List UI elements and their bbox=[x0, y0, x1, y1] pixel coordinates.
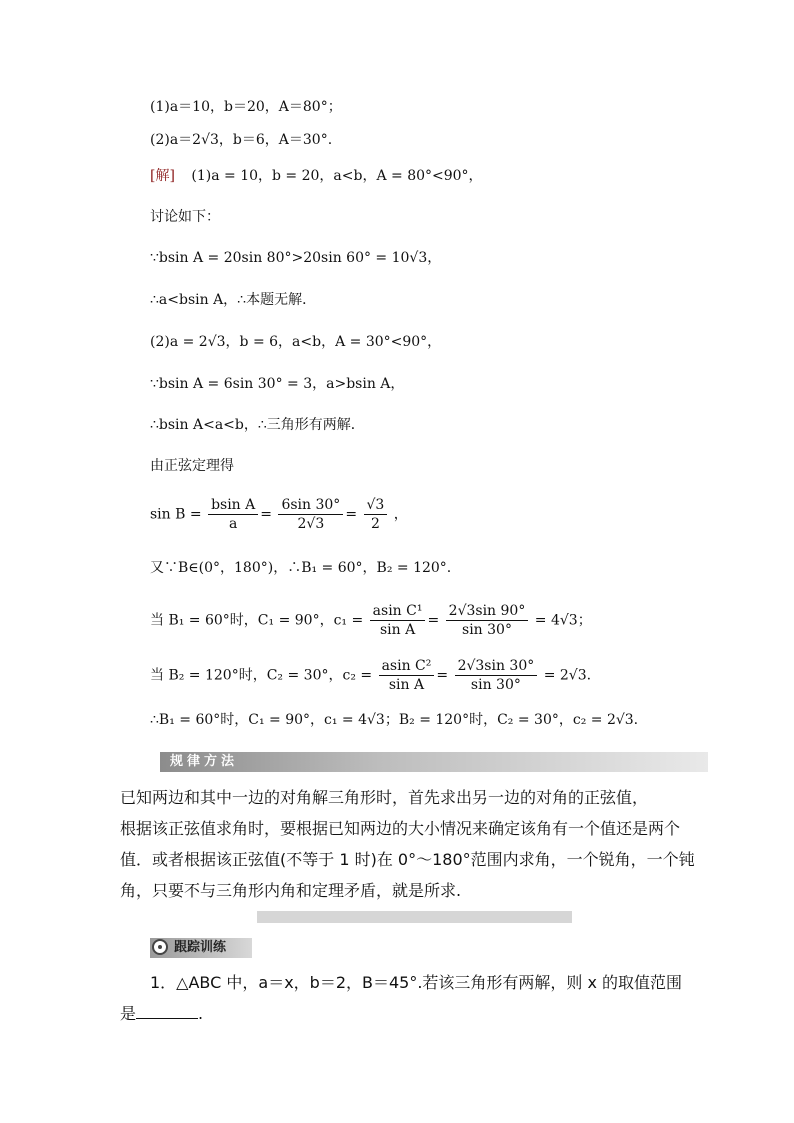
case-2-fraction-1 bbox=[379, 657, 435, 694]
practice-line: 1．△ABC 中，a＝x，b＝2，B＝45°.若该三角形有两解，则 x 的取值范围 bbox=[150, 973, 683, 992]
fraction-denominator: sin 30° bbox=[462, 622, 512, 638]
sinb-fraction-2 bbox=[278, 496, 343, 533]
solution-line-1 bbox=[150, 166, 483, 186]
solution-line-6: ∵bsin A = 6sin 30° = 3，a>bsin A， bbox=[150, 376, 405, 392]
practice-line-end: . bbox=[198, 1004, 204, 1023]
method-line: 值．或者根据该正弦值(不等于 1 时)在 0°～180°范围内求角，一个锐角，一个钝 bbox=[120, 850, 695, 869]
fraction-numerator: asin C¹ bbox=[370, 602, 426, 621]
solution-line-4: ∴a<bsin A，∴本题无解． bbox=[150, 292, 317, 308]
case-2-formula: 当 B₂ = 120°时，C₂ = 30°，c₂ = $\frac{\text{asin C²}}{\text{sin A}}$ = $\frac{2√3\sin 30^\circ}{\sin 30^\circ}$ = 2√3. bbox=[150, 658, 592, 693]
method-paragraph bbox=[120, 782, 695, 906]
method-line: 根据该正弦值求角时，要根据已知两边的大小情况来确定该角有一个值还是两个 bbox=[120, 819, 681, 838]
method-line: 已知两边和其中一边的对角解三角形时，首先求出另一边的对角的正弦值， bbox=[120, 788, 649, 807]
practice-line-start: 是 bbox=[120, 1004, 137, 1023]
sinb-fraction-1 bbox=[208, 496, 258, 533]
fraction-denominator: sin A bbox=[379, 622, 416, 638]
sinb-lhs: sin B = bbox=[150, 506, 202, 523]
sinb-tail: ， bbox=[393, 506, 408, 523]
case-1-post: = 4√3； bbox=[534, 612, 592, 629]
fraction-numerator: 2√3sin 30° bbox=[455, 657, 538, 676]
method-title: 规律方法 bbox=[170, 754, 239, 769]
solution-tag: [解] bbox=[150, 168, 175, 184]
answer-blank[interactable] bbox=[136, 1002, 198, 1019]
fraction-numerator: asin C² bbox=[379, 657, 435, 676]
solution-line-2: 讨论如下： bbox=[150, 209, 220, 225]
case-1-fraction-2 bbox=[446, 602, 529, 639]
fraction-denominator: sin 30° bbox=[470, 677, 521, 693]
section-divider bbox=[257, 911, 572, 923]
case-1-fraction-1 bbox=[370, 602, 426, 639]
practice-line-2 bbox=[120, 998, 676, 1029]
case-2-fraction-2 bbox=[455, 657, 538, 694]
fraction-numerator: bsin A bbox=[208, 496, 258, 515]
sinb-formula: sin B = $\frac{\text{bsin A}}{a}$ = $\frac{6\sin 30^\circ}{2√3}$ = $\frac{√3}{2}$ ， bbox=[150, 497, 408, 532]
practice-question bbox=[120, 967, 683, 1029]
fraction-numerator: 6sin 30° bbox=[278, 496, 343, 515]
problem-part-1: (1)a＝10，b＝20，A＝80°； bbox=[150, 99, 342, 115]
fraction-denominator: 2√3 bbox=[297, 516, 325, 532]
fraction-numerator: 2√3sin 90° bbox=[446, 602, 529, 621]
problem-part-2: (2)a＝2√3，b＝6，A＝30°. bbox=[150, 132, 333, 148]
practice-title: 跟踪训练 bbox=[174, 940, 227, 955]
solution-line-3: ∵bsin A = 20sin 80°>20sin 60° = 10√3， bbox=[150, 250, 442, 266]
case-2-post: = 2√3. bbox=[543, 667, 592, 684]
fraction-denominator: 2 bbox=[370, 516, 380, 532]
solution-line-8: 由正弦定理得 bbox=[150, 458, 234, 474]
solution-text: (1)a = 10，b = 20，a<b，A = 80°<90°， bbox=[191, 168, 483, 184]
case-1-formula: 当 B₁ = 60°时，C₁ = 90°，c₁ = $\frac{\text{asin C¹}}{\text{sin A}}$ = $\frac{2√3\sin 90^\circ}{\sin 30^\circ}$ = 4√3； bbox=[150, 603, 592, 638]
method-banner bbox=[160, 752, 708, 772]
sinb-fraction-3 bbox=[364, 496, 388, 533]
solution-line-7: ∴bsin A<a<b，∴三角形有两解． bbox=[150, 417, 365, 433]
conclusion-line: ∴B₁ = 60°时，C₁ = 90°，c₁ = 4√3；B₂ = 120°时，C₂ = 30°，c₂ = 2√3. bbox=[150, 712, 639, 728]
method-line: 角，只要不与三角形内角和定理矛盾，就是所求. bbox=[120, 881, 462, 900]
fraction-denominator: sin A bbox=[388, 677, 425, 693]
solution-line-5: (2)a = 2√3，b = 6，a<b，A = 30°<90°， bbox=[150, 334, 442, 350]
fraction-numerator: √3 bbox=[364, 496, 388, 515]
case-2-pre: 当 B₂ = 120°时，C₂ = 30°，c₂ = bbox=[150, 667, 373, 684]
fraction-denominator: a bbox=[228, 516, 238, 532]
target-icon bbox=[152, 939, 168, 955]
b-range-line: 又∵B∈(0°，180°)，∴B₁ = 60°，B₂ = 120°. bbox=[150, 560, 452, 576]
case-1-pre: 当 B₁ = 60°时，C₁ = 90°，c₁ = bbox=[150, 612, 364, 629]
